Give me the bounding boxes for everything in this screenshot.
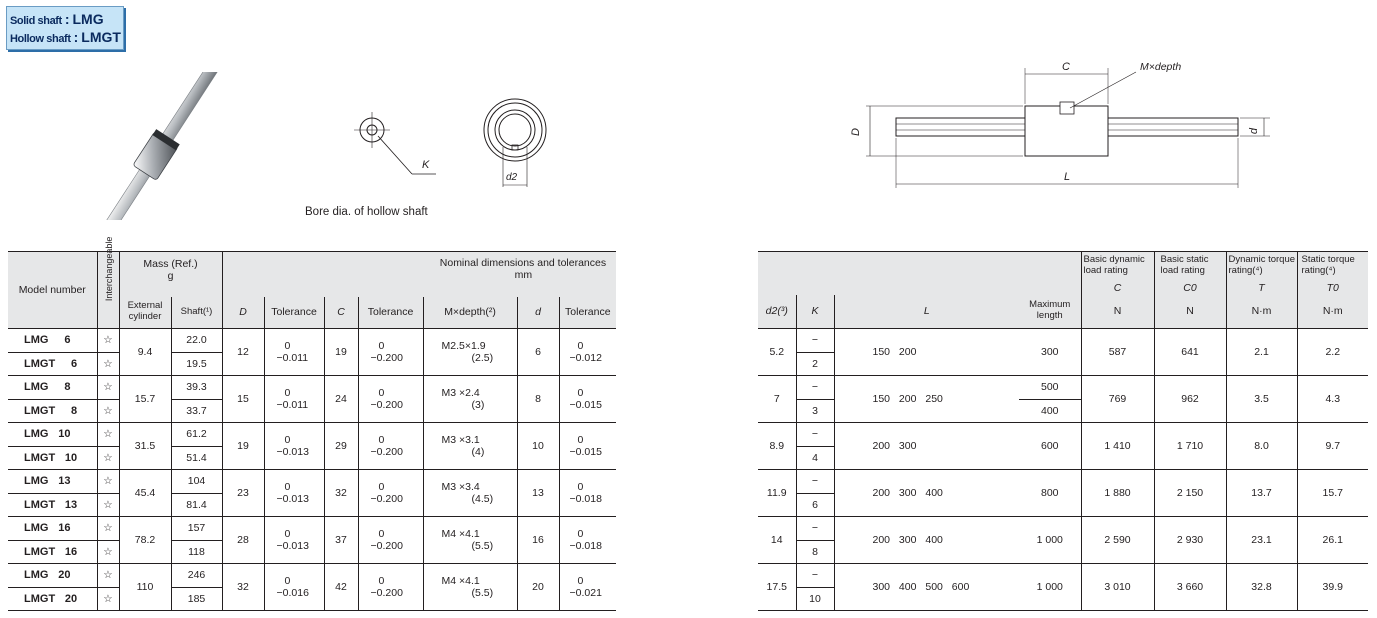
d-tolerance-lower: −0.015 — [569, 399, 602, 411]
K-hollow-value: 6 — [796, 494, 834, 517]
mdepth-value — [423, 376, 517, 423]
d2-value: 8.9 — [758, 423, 796, 470]
side-view-dimension-diagram — [850, 60, 1270, 195]
table-row — [758, 564, 1368, 588]
shaft-mass-hollow: 51.4 — [171, 447, 222, 470]
T0-rating-value: 2.2 — [1297, 329, 1368, 376]
D-tolerance-upper: 0 — [284, 480, 291, 493]
interchangeable-header — [97, 236, 119, 329]
d-tolerance — [559, 470, 616, 517]
mdepth-value — [423, 423, 517, 470]
shaft-mass-hollow: 33.7 — [171, 400, 222, 423]
max-length-value: 600 — [1019, 423, 1081, 470]
interchangeable-star-icon: ☆ — [97, 329, 119, 353]
L-values: 150 200 — [834, 329, 1019, 376]
C-rating-header: C — [1081, 282, 1154, 295]
C-tolerance-upper: 0 — [378, 480, 385, 493]
model-code: LMG — [24, 569, 49, 582]
unit-N-2: N — [1154, 295, 1226, 329]
title-separator: : — [64, 11, 70, 27]
d-tolerance-lower: −0.015 — [569, 446, 602, 458]
d-value: 6 — [517, 329, 559, 376]
C-tolerance — [358, 376, 423, 423]
model-code: LMG — [24, 381, 49, 394]
thread-size: M3 ×3.1 — [441, 433, 480, 446]
external-cylinder-mass: 15.7 — [119, 376, 171, 423]
k-label: K — [422, 159, 430, 171]
d-value: 20 — [517, 564, 559, 611]
external-cylinder-header: External cylinder — [119, 297, 171, 329]
thread-size: M3 ×2.4 — [441, 386, 480, 399]
dynamic-torque-header: Dynamic torque rating(⁴) — [1226, 252, 1297, 282]
table-row — [8, 470, 616, 494]
mass-unit: g — [167, 270, 174, 283]
interchangeable-star-icon: ☆ — [97, 423, 119, 447]
nominal-header — [222, 252, 616, 297]
T0-rating-value: 26.1 — [1297, 517, 1368, 564]
model-size: 6 — [64, 334, 71, 347]
D-tolerance-lower: −0.016 — [276, 587, 309, 599]
model-code: LMG — [24, 428, 49, 441]
unit-Nm-1: N·m — [1226, 295, 1297, 329]
T-rating-value: 3.5 — [1226, 376, 1297, 423]
hollow-shaft-title — [10, 29, 121, 47]
K-hollow-value: 2 — [796, 353, 834, 376]
T-rating-value: 2.1 — [1226, 329, 1297, 376]
C-rating-value: 769 — [1081, 376, 1154, 423]
D-tolerance — [264, 376, 324, 423]
shaft-mass-solid: 61.2 — [171, 423, 222, 447]
d-tolerance — [559, 423, 616, 470]
d2-header: d2(³) — [758, 295, 796, 329]
T-rating-value: 13.7 — [1226, 470, 1297, 517]
D-value: 19 — [222, 423, 264, 470]
mass-header-text: Mass (Ref.) — [143, 258, 198, 270]
T0-rating-header: T0 — [1297, 282, 1368, 295]
external-cylinder-mass: 78.2 — [119, 517, 171, 564]
ratings-header-spacer-2 — [758, 282, 1081, 295]
interchangeable-star-icon: ☆ — [97, 564, 119, 588]
interchangeable-star-icon: ☆ — [97, 353, 119, 376]
C0-rating-value: 2 930 — [1154, 517, 1226, 564]
L-values: 150 200 250 — [834, 376, 1019, 423]
D-value: 28 — [222, 517, 264, 564]
model-code: LMGT — [24, 545, 56, 558]
model-size: 10 — [64, 451, 78, 464]
model-size: 13 — [64, 498, 78, 511]
model-hollow — [8, 588, 97, 611]
thread-size: M3 ×3.4 — [441, 480, 480, 493]
D-tolerance — [264, 470, 324, 517]
T0-rating-value: 15.7 — [1297, 470, 1368, 517]
L-values: 200 300 400 — [834, 517, 1019, 564]
K-solid-value: − — [796, 376, 834, 400]
model-hollow — [8, 541, 97, 564]
C0-rating-value: 962 — [1154, 376, 1226, 423]
K-solid-value: − — [796, 470, 834, 494]
d-dim-label: d — [1248, 127, 1261, 135]
C0-rating-value: 641 — [1154, 329, 1226, 376]
model-number-header: Model number — [8, 252, 97, 329]
thread-depth: (4.5) — [471, 493, 494, 505]
L-dim-label: L — [1064, 171, 1071, 183]
d-tolerance — [559, 376, 616, 423]
D-value: 32 — [222, 564, 264, 611]
thread-size: M4 ×4.1 — [441, 527, 480, 540]
D-tolerance-header: Tolerance — [264, 297, 324, 329]
model-size: 16 — [64, 545, 78, 558]
model-size: 8 — [71, 404, 78, 417]
table-row — [758, 517, 1368, 541]
model-size: 6 — [71, 357, 78, 370]
dimensions-table — [8, 236, 616, 611]
d2-label: d2 — [506, 172, 518, 183]
D-value: 15 — [222, 376, 264, 423]
T-rating-header: T — [1226, 282, 1297, 295]
model-code: LMG — [24, 475, 49, 488]
thread-depth: (2.5) — [471, 352, 494, 364]
shaft-mass-solid: 246 — [171, 564, 222, 588]
d-tolerance-upper: 0 — [577, 433, 584, 446]
table-row — [758, 470, 1368, 494]
solid-shaft-code: LMG — [72, 11, 104, 27]
solid-shaft-label: Solid shaft — [10, 15, 62, 27]
c-dim-label: C — [1062, 61, 1070, 73]
hollow-shaft-code: LMGT — [81, 29, 121, 45]
D-tolerance-lower: −0.013 — [276, 493, 309, 505]
thread-depth: (5.5) — [471, 587, 494, 599]
C-value: 37 — [324, 517, 358, 564]
d-tolerance-lower: −0.018 — [569, 540, 602, 552]
table-row — [758, 423, 1368, 447]
d-tolerance-upper: 0 — [577, 574, 584, 587]
model-solid — [8, 329, 97, 353]
external-cylinder-mass: 45.4 — [119, 470, 171, 517]
thread-depth: (4) — [471, 446, 485, 458]
D-tolerance-lower: −0.013 — [276, 446, 309, 458]
C-value: 42 — [324, 564, 358, 611]
mass-header — [119, 252, 222, 297]
interchangeable-star-icon: ☆ — [97, 588, 119, 611]
shaft-mass-hollow: 19.5 — [171, 353, 222, 376]
mdepth-value — [423, 470, 517, 517]
model-hollow — [8, 400, 97, 423]
T0-rating-value: 4.3 — [1297, 376, 1368, 423]
basic-dynamic-header: Basic dynamic load rating — [1081, 252, 1154, 282]
C-value: 19 — [324, 329, 358, 376]
D-header: D — [222, 297, 264, 329]
C-tolerance-upper: 0 — [378, 433, 385, 446]
C-header: C — [324, 297, 358, 329]
thread-depth: (5.5) — [471, 540, 494, 552]
model-size: 13 — [58, 475, 71, 488]
D-tolerance-upper: 0 — [284, 527, 291, 540]
interchangeable-star-icon: ☆ — [97, 517, 119, 541]
C-tolerance-lower: −0.200 — [370, 399, 403, 411]
K-hollow-value: 8 — [796, 541, 834, 564]
interchangeable-star-icon: ☆ — [97, 470, 119, 494]
D-value: 23 — [222, 470, 264, 517]
thread-size: M2.5×1.9 — [441, 339, 486, 352]
K-header: K — [796, 295, 834, 329]
d2-value: 17.5 — [758, 564, 796, 611]
table-row — [758, 376, 1368, 400]
d-tolerance — [559, 329, 616, 376]
product-photo — [70, 72, 255, 220]
C-tolerance-lower: −0.200 — [370, 540, 403, 552]
d-value: 13 — [517, 470, 559, 517]
shaft-mass-solid: 104 — [171, 470, 222, 494]
D-tolerance — [264, 423, 324, 470]
C-rating-value: 587 — [1081, 329, 1154, 376]
C-tolerance — [358, 423, 423, 470]
C-tolerance-header: Tolerance — [358, 297, 423, 329]
interchangeable-star-icon: ☆ — [97, 494, 119, 517]
D-tolerance — [264, 329, 324, 376]
C-tolerance-upper: 0 — [378, 574, 385, 587]
T-rating-value: 32.8 — [1226, 564, 1297, 611]
model-hollow — [8, 494, 97, 517]
d-tolerance-lower: −0.018 — [569, 493, 602, 505]
basic-static-header: Basic static load rating — [1154, 252, 1226, 282]
unit-Nm-2: N·m — [1297, 295, 1368, 329]
interchangeable-star-icon: ☆ — [97, 447, 119, 470]
model-size: 8 — [64, 381, 71, 394]
external-cylinder-mass: 31.5 — [119, 423, 171, 470]
C0-rating-header: C0 — [1154, 282, 1226, 295]
D-tolerance — [264, 564, 324, 611]
d-value: 16 — [517, 517, 559, 564]
model-solid — [8, 517, 97, 541]
static-torque-header: Static torque rating(⁴) — [1297, 252, 1368, 282]
shaft-mass-header: Shaft(¹) — [171, 297, 222, 329]
C-rating-value: 3 010 — [1081, 564, 1154, 611]
C-tolerance — [358, 329, 423, 376]
max-length-value: 1 000 — [1019, 564, 1081, 611]
d2-value: 5.2 — [758, 329, 796, 376]
shaft-mass-solid: 22.0 — [171, 329, 222, 353]
model-hollow — [8, 447, 97, 470]
external-cylinder-mass: 9.4 — [119, 329, 171, 376]
dimensions-table-body — [8, 329, 616, 611]
interchangeable-star-icon: ☆ — [97, 541, 119, 564]
d-tolerance-header: Tolerance — [559, 297, 616, 329]
ratings-table — [758, 251, 1368, 611]
max-length-value: 500 — [1019, 376, 1081, 400]
d2-value: 11.9 — [758, 470, 796, 517]
interchangeable-text: Interchangeable — [103, 236, 114, 301]
d-tolerance-upper: 0 — [577, 339, 584, 352]
D-tolerance-lower: −0.011 — [276, 399, 309, 411]
shaft-mass-solid: 39.3 — [171, 376, 222, 400]
C-tolerance-upper: 0 — [378, 527, 385, 540]
table-row — [8, 329, 616, 353]
nominal-unit: mm — [514, 269, 533, 282]
interchangeable-star-icon: ☆ — [97, 400, 119, 423]
model-code: LMG — [24, 522, 49, 535]
table-row — [8, 376, 616, 400]
table-row — [8, 423, 616, 447]
C-tolerance-lower: −0.200 — [370, 352, 403, 364]
unit-N-1: N — [1081, 295, 1154, 329]
d-tolerance-upper: 0 — [577, 386, 584, 399]
solid-shaft-title — [10, 11, 104, 29]
model-size: 10 — [58, 428, 71, 441]
nominal-header-text: Nominal dimensions and tolerances — [439, 257, 607, 269]
table-row — [8, 517, 616, 541]
title-separator: : — [73, 29, 79, 45]
max-length-header: Maximum length — [1019, 295, 1081, 329]
d-value: 8 — [517, 376, 559, 423]
D-tolerance-lower: −0.013 — [276, 540, 309, 552]
T-rating-value: 8.0 — [1226, 423, 1297, 470]
C-tolerance-lower: −0.200 — [370, 493, 403, 505]
mdepth-header: M×depth(²) — [423, 297, 517, 329]
C-tolerance — [358, 470, 423, 517]
d-tolerance-upper: 0 — [577, 480, 584, 493]
C-value: 24 — [324, 376, 358, 423]
K-hollow-value: 3 — [796, 400, 834, 423]
d-tolerance — [559, 564, 616, 611]
model-code: LMGT — [24, 592, 56, 605]
C0-rating-value: 2 150 — [1154, 470, 1226, 517]
C-rating-value: 1 880 — [1081, 470, 1154, 517]
series-title-box — [6, 6, 124, 50]
model-size: 16 — [58, 522, 71, 535]
C-tolerance — [358, 564, 423, 611]
L-header: L — [834, 295, 1019, 329]
T0-rating-value: 9.7 — [1297, 423, 1368, 470]
interchangeable-star-icon: ☆ — [97, 376, 119, 400]
C-tolerance-upper: 0 — [378, 386, 385, 399]
model-solid — [8, 564, 97, 588]
model-solid — [8, 470, 97, 494]
d2-value: 7 — [758, 376, 796, 423]
d-header: d — [517, 297, 559, 329]
max-length-value: 800 — [1019, 470, 1081, 517]
model-code: LMGT — [24, 498, 56, 511]
model-code: LMG — [24, 334, 49, 347]
external-cylinder-mass: 110 — [119, 564, 171, 611]
K-solid-value: − — [796, 517, 834, 541]
model-size: 20 — [58, 569, 71, 582]
C-tolerance — [358, 517, 423, 564]
bore-caption: Bore dia. of hollow shaft — [305, 206, 428, 218]
shaft-mass-hollow: 185 — [171, 588, 222, 611]
ratings-table-body — [758, 329, 1368, 611]
K-solid-value: − — [796, 423, 834, 447]
model-code: LMGT — [24, 451, 56, 464]
shaft-mass-hollow: 118 — [171, 541, 222, 564]
mdepth-value — [423, 517, 517, 564]
ratings-header-spacer — [758, 252, 1081, 282]
table-row — [8, 564, 616, 588]
mdepth-label: M×depth — [1140, 61, 1182, 73]
C-value: 29 — [324, 423, 358, 470]
d-tolerance-lower: −0.021 — [569, 587, 602, 599]
d2-value: 14 — [758, 517, 796, 564]
d-tolerance-lower: −0.012 — [569, 352, 602, 364]
model-code: LMGT — [24, 357, 56, 370]
C-tolerance-upper: 0 — [378, 339, 385, 352]
hollow-shaft-label: Hollow shaft — [10, 33, 71, 45]
K-solid-value: − — [796, 564, 834, 588]
table-row — [758, 329, 1368, 353]
mdepth-value — [423, 329, 517, 376]
model-hollow — [8, 353, 97, 376]
D-tolerance-upper: 0 — [284, 339, 291, 352]
model-solid — [8, 423, 97, 447]
D-tolerance-lower: −0.011 — [276, 352, 309, 364]
max-length-value: 300 — [1019, 329, 1081, 376]
K-hollow-value: 4 — [796, 447, 834, 470]
model-solid — [8, 376, 97, 400]
L-values: 200 300 400 — [834, 470, 1019, 517]
thread-depth: (3) — [471, 399, 485, 411]
D-dim-label: D — [849, 128, 862, 136]
mdepth-value — [423, 564, 517, 611]
shaft-mass-hollow: 81.4 — [171, 494, 222, 517]
C-rating-value: 1 410 — [1081, 423, 1154, 470]
C-tolerance-lower: −0.200 — [370, 587, 403, 599]
C0-rating-value: 1 710 — [1154, 423, 1226, 470]
C-tolerance-lower: −0.200 — [370, 446, 403, 458]
L-values: 300 400 500 600 — [834, 564, 1019, 611]
D-tolerance-upper: 0 — [284, 386, 291, 399]
D-tolerance-upper: 0 — [284, 574, 291, 587]
D-tolerance-upper: 0 — [284, 433, 291, 446]
D-tolerance — [264, 517, 324, 564]
max-length-value: 1 000 — [1019, 517, 1081, 564]
shaft-mass-solid: 157 — [171, 517, 222, 541]
K-hollow-value: 10 — [796, 588, 834, 611]
C0-rating-value: 3 660 — [1154, 564, 1226, 611]
model-size: 20 — [64, 592, 78, 605]
d-tolerance-upper: 0 — [577, 527, 584, 540]
model-code: LMGT — [24, 404, 56, 417]
thread-size: M4 ×4.1 — [441, 574, 480, 587]
D-value: 12 — [222, 329, 264, 376]
K-solid-value: − — [796, 329, 834, 353]
d-tolerance — [559, 517, 616, 564]
max-length-value: 400 — [1019, 400, 1081, 423]
T-rating-value: 23.1 — [1226, 517, 1297, 564]
L-values: 200 300 — [834, 423, 1019, 470]
C-value: 32 — [324, 470, 358, 517]
T0-rating-value: 39.9 — [1297, 564, 1368, 611]
C-rating-value: 2 590 — [1081, 517, 1154, 564]
d-value: 10 — [517, 423, 559, 470]
